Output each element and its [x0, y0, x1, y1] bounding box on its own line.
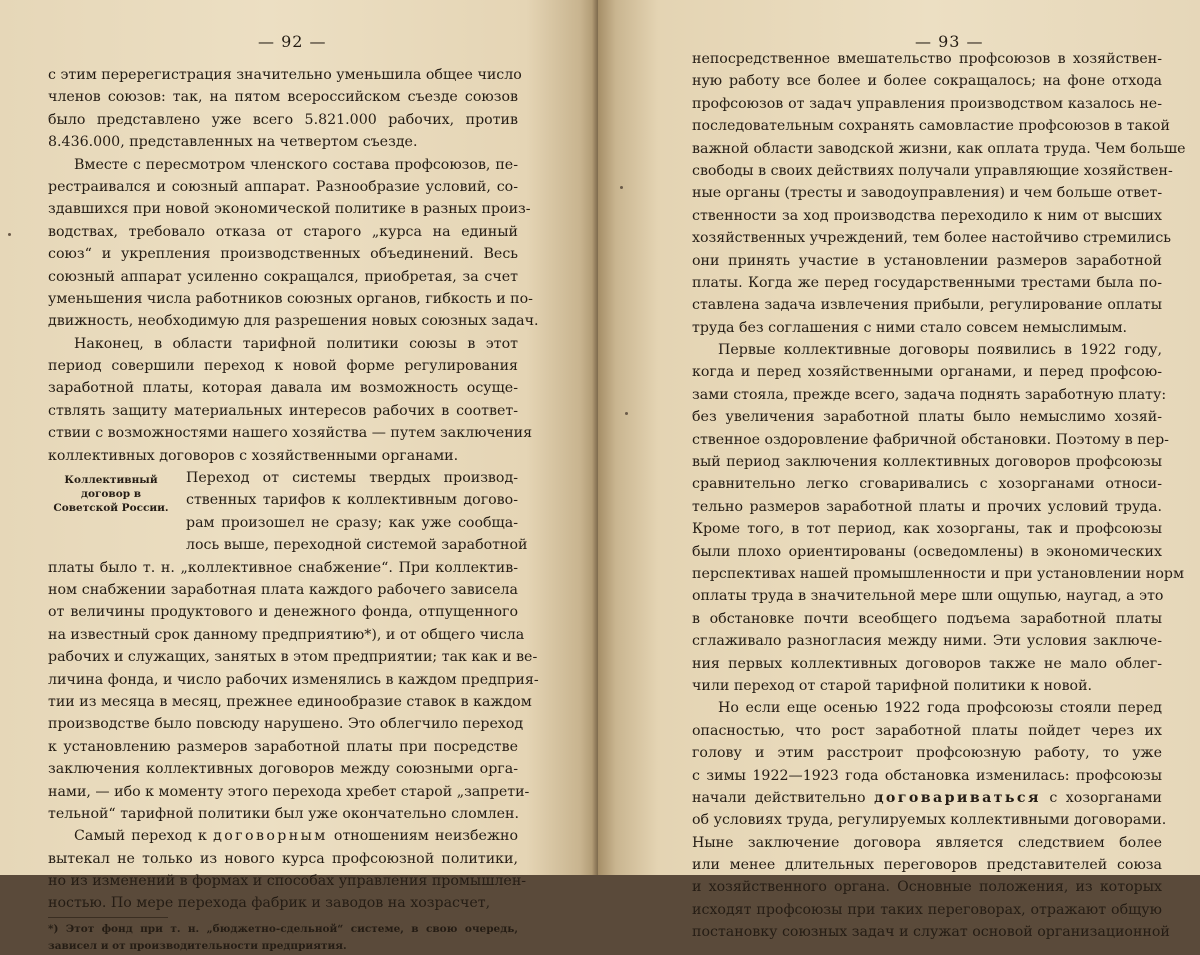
text-line: были плохо ориентированы (осведомлены) в экономических — [692, 543, 1162, 560]
text-line: Кроме того, в тот период, как хозорганы, так и профсоюзы — [692, 521, 1162, 538]
text-run: начали действительно — [692, 789, 866, 806]
text-line: производстве было повсюду нарушено. Это облегчило переход — [48, 716, 524, 733]
text-line: но из изменений в формах и способах управления промышлен- — [48, 873, 527, 890]
text-line: заработной платы, которая давала им возможность осуще- — [48, 380, 518, 397]
text-line: нами, — ибо к моменту этого перехода хребет старой „запрети- — [48, 783, 530, 800]
sidenote-paragraph — [48, 467, 539, 825]
text-line: ственности за ход производства переходило к ним от высших — [692, 207, 1162, 224]
paragraph — [692, 339, 1185, 697]
text-line: 8.436.000, представленных на четвертом съезде. — [48, 134, 418, 151]
text-line: в обстановке почти всеобщего подъема заработной платы — [692, 610, 1162, 627]
text-line: рабочих и служащих, занятых в этом предприятии; так как и ве- — [48, 649, 538, 666]
text-line: Переход от системы твердых производ- — [186, 470, 518, 487]
text-line: здавшихся при новой экономической политике в разных произ- — [48, 201, 531, 218]
text-line: без увеличения заработной платы было немыслимо хозяй- — [692, 409, 1162, 426]
text-line: членов союзов: так, на пятом всероссийском съезде союзов — [48, 89, 518, 106]
text-line — [692, 787, 1162, 809]
paragraph — [48, 825, 527, 915]
text-line: ную работу все более и более сокращалось; на фоне отхода — [692, 73, 1162, 90]
text-line: оплаты труда в значительной мере шли ощупью, наугад, а это — [692, 588, 1164, 605]
page-number: — 93 — — [915, 32, 984, 51]
text-line: ния первых коллективных договоров также не мало облег- — [692, 655, 1162, 672]
text-line: рестраивался и союзный аппарат. Разнообразие условий, со- — [48, 178, 518, 195]
text-line: хозяйственных учреждений, тем более настойчиво стремились — [692, 230, 1172, 247]
text-line: платы. Когда же перед государственными трестами была по- — [692, 274, 1162, 291]
text-line: последовательным сохранять самовластие профсоюзов в такой — [692, 118, 1170, 135]
text-line: зами стояла, прежде всего, задача поднять заработную плату: — [692, 386, 1167, 403]
text-line: было представлено уже всего 5.821.000 рабочих, против — [48, 111, 518, 128]
footnote-line: зависел и от производительности предприятия. — [48, 939, 347, 952]
text-line: когда и перед хозяйственными органами, и перед профсою- — [692, 364, 1162, 381]
text-line: лось выше, переходной системой заработной — [186, 537, 528, 554]
paragraph — [48, 64, 522, 154]
paragraph — [48, 154, 539, 333]
text-line: голову и этим расстроит профсоюзную работу, то уже — [692, 745, 1162, 762]
left-page — [0, 0, 598, 952]
paragraph — [692, 48, 1186, 339]
text-line: профсоюзов от задач управления производством казалось не- — [692, 95, 1162, 112]
text-line: ном снабжении заработная плата каждого рабочего зависела — [48, 581, 518, 598]
text-line: ствлять защиту материальных интересов рабочих в соответ- — [48, 402, 518, 419]
footnote-line: *) Этот фонд при т. н. „бюджетно-сдельной“ системе, в свою очередь, — [48, 922, 518, 935]
text-line: союз“ и укрепления производственных объединений. Весь — [48, 246, 518, 263]
paragraph — [692, 697, 1170, 943]
text-line: сглаживало разногласия между ними. Эти условия заключе- — [692, 633, 1162, 650]
text-line: Но если еще осенью 1922 года профсоюзы стояли перед — [718, 700, 1162, 717]
text-line: они принять участие в установлении размеров заработной — [692, 252, 1162, 269]
text-line: об условиях труда, регулируемых коллективными договорами. — [692, 812, 1167, 829]
text-line: тельной“ тарифной политики был уже окончательно сломлен. — [48, 805, 520, 822]
side-heading: Коллективный договор в Советской России. — [53, 474, 169, 515]
footnote — [48, 921, 518, 955]
text-line: ностью. По мере перехода фабрик и заводов на хозрасчет, — [48, 895, 491, 912]
text-line: чили переход от старой тарифной политики к новой. — [692, 677, 1093, 694]
text-line: союзный аппарат усиленно сокращался, приобретая, за счет — [48, 268, 518, 285]
text-run: с хозорганами — [1049, 789, 1162, 806]
text-line: движность, необходимую для разрешения новых союзных задач. — [48, 313, 539, 330]
spaced-emphasis: договариваться — [874, 789, 1041, 806]
text-line: опасностью, что рост заработной платы пойдет через их — [692, 722, 1162, 739]
text-line: заключения коллективных договоров между союзными орга- — [48, 761, 518, 778]
text-line: коллективных договоров с хозяйственными органами. — [48, 447, 459, 464]
text-line: исходят профсоюзы при таких переговорах, отражают общую — [692, 901, 1162, 918]
text-line: период совершили переход к новой форме регулирования — [48, 358, 518, 375]
paper-speck — [620, 186, 623, 189]
text-line: с этим перерегистрация значительно уменьшила общее число — [48, 67, 522, 83]
paper-speck — [625, 412, 628, 415]
text-line: свободы в своих действиях получали управляющие хозяйствен- — [692, 162, 1173, 179]
text-line: от величины продуктового и денежного фонда, отпущенного — [48, 604, 518, 621]
page-number: — 92 — — [258, 32, 327, 51]
text-line: или менее длительных переговоров представителей союза — [692, 857, 1162, 874]
text-line: постановку союзных задач и служат основой организационной — [692, 924, 1170, 941]
paper-speck — [8, 233, 11, 236]
text-line: рам произошел не сразу; как уже сообща- — [186, 514, 518, 531]
text-line: уменьшения числа работников союзных органов, гибкость и по- — [48, 290, 533, 307]
text-line: тии из месяца в месяц, прежнее единообразие ставок в каждом — [48, 693, 532, 710]
text-line: ственных тарифов к коллективным догово- — [186, 492, 518, 509]
text-line: Вместе с пересмотром членского состава профсоюзов, пе- — [74, 156, 518, 173]
footnote-divider — [48, 917, 168, 918]
text-line: ствии с возможностями нашего хозяйства — путем заключения — [48, 425, 533, 442]
text-line: с зимы 1922—1923 года обстановка изменилась: профсоюзы — [692, 767, 1162, 784]
right-page — [598, 0, 1200, 941]
text-line: водствах, требовало отказа от старого „курса на единый — [48, 223, 518, 240]
text-line — [48, 825, 518, 847]
text-line: к установлению размеров заработной платы при посредстве — [48, 738, 518, 755]
text-line: ные органы (тресты и заводоуправления) и чем больше ответ- — [692, 185, 1163, 202]
text-line: ставлена задача извлечения прибыли, регулирование оплаты — [692, 297, 1162, 314]
spaced-emphasis: договорным — [213, 828, 328, 845]
text-line: перспективах нашей промышленности и при установлении норм — [692, 565, 1185, 582]
text-line: тельно размеров заработной платы и прочих условий труда. — [692, 498, 1162, 515]
text-line: непосредственное вмешательство профсоюзов в хозяйствен- — [692, 51, 1162, 67]
text-line: ственное оздоровление фабричной обстановки. Поэтому в пер- — [692, 431, 1169, 448]
right-text-block — [692, 48, 1186, 944]
text-line: сравнительно легко сговаривались с хозорганами относи- — [692, 476, 1162, 493]
text-line: Наконец, в области тарифной политики союзы в этот — [74, 335, 518, 352]
text-line: Ныне заключение договора является следствием более — [692, 834, 1162, 851]
text-line: важной области заводской жизни, как оплата труда. Чем больше — [692, 140, 1186, 157]
text-line: на известный срок данному предприятию*), и от общего числа — [48, 626, 525, 643]
text-line: вытекал не только из нового курса профсоюзной политики, — [48, 850, 518, 867]
paragraph — [48, 333, 533, 467]
text-line: личина фонда, и число рабочих изменялись в каждом предприя- — [48, 671, 539, 688]
text-run: отношениям неизбежно — [333, 828, 518, 845]
text-line: труда без соглашения с ними стало совсем немыслимым. — [692, 319, 1128, 336]
text-line: и хозяйственного органа. Основные положения, из которых — [692, 879, 1162, 896]
text-line: Первые коллективные договоры появились в 1922 году, — [718, 342, 1162, 359]
left-text-block — [48, 64, 539, 955]
text-line: платы было т. н. „коллективное снабжение“. При коллектив- — [48, 559, 518, 576]
text-line: вый период заключения коллективных договоров профсоюзы — [692, 454, 1162, 471]
text-run: Самый переход к — [74, 828, 207, 845]
